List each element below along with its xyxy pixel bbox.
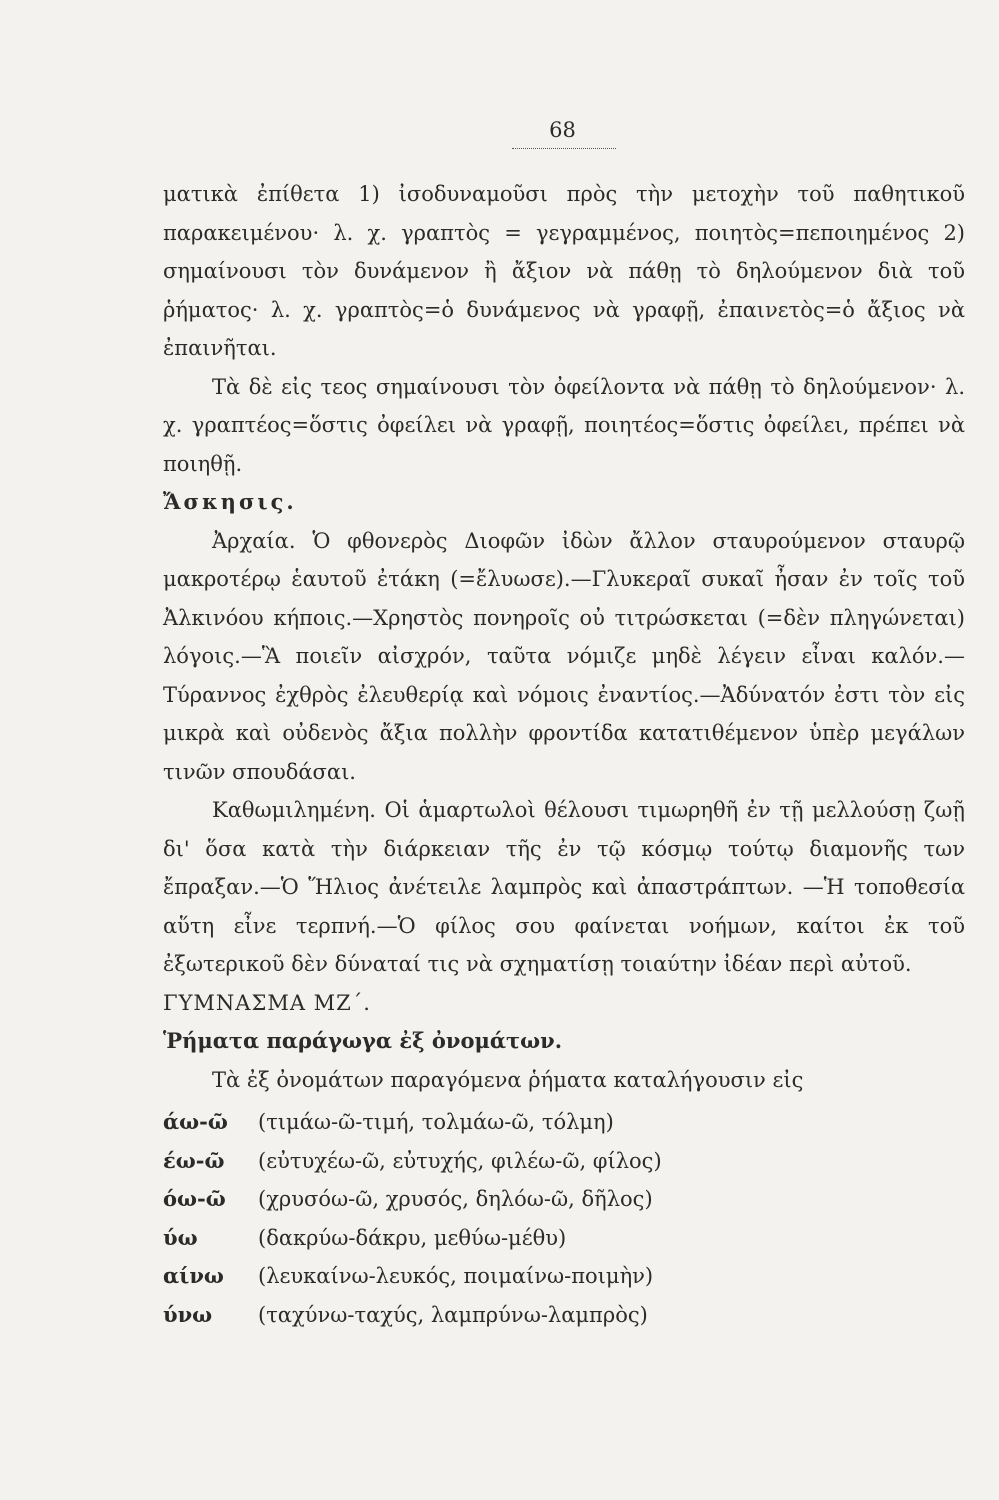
ending-suffix: αίνω bbox=[163, 1263, 224, 1288]
list-item bbox=[163, 1219, 965, 1258]
paragraph-derived-verbs: Τὰ ἐξ ὀνομάτων παραγόμενα ῥήματα καταλήγουσιν εἰς bbox=[212, 1067, 804, 1092]
ending-suffix: άω-ῶ bbox=[163, 1109, 228, 1134]
page-body bbox=[163, 175, 965, 1334]
paragraph-teos-suffix: Τὰ δὲ εἰς τεος σημαίνουσι τὸν ὀφείλοντα νὰ πάθῃ τὸ δηλούμενον· λ. χ. γραπτέος=ὅστις ὀφείλει νὰ γραφῇ, ποιητέος=ὅστις ὀφείλει, πρέπει νὰ ποιηθῇ. bbox=[163, 374, 965, 476]
list-item bbox=[163, 1142, 965, 1181]
list-item bbox=[163, 1103, 965, 1142]
paragraph-modern-exercise: Καθωμιλημένη. Οἱ ἁμαρτωλοὶ θέλουσι τιμωρηθῆ ἐν τῇ μελλούσῃ ζωῇ δι' ὅσα κατὰ τὴν διάρκειαν τῆς ἐν τῷ κόσμῳ τούτῳ διαμονῆς των ἔπραξαν.—Ὁ Ἥλιος ἀνέτειλε λαμπρὸς καὶ ἀπαστράπτων. —Ἡ τοποθεσία αὕτη εἶνε τερπνή.—Ὁ φίλος σου φαίνεται νοήμων, καίτοι ἐκ τοῦ ἐξωτερικοῦ δὲν δύναταί τις νὰ σχηματίσῃ τοιαύτην ἰδέαν περὶ αὐτοῦ. bbox=[163, 798, 965, 976]
paragraph-ancient-exercise: Ἀρχαία. Ὁ φθονερὸς Διοφῶν ἰδὼν ἄλλον σταυρούμενον σταυρῷ μακροτέρῳ ἑαυτοῦ ἐτάκη (=ἔλυωσε).—Γλυκεραῖ συκαῖ ἦσαν ἐν τοῖς τοῦ Ἀλκινόου κήποις.—Χρηστὸς πονηροῖς οὐ τιτρώσκεται (=δὲν πληγώνεται) λόγοις.—Ἃ ποιεῖν αἰσχρόν, ταῦτα νόμιζε μηδὲ λέγειν εἶναι καλόν.—Τύραννος ἐχθρὸς ἐλευθερίᾳ καὶ νόμοις ἐναντίος.—Ἀδύνατόν ἐστι τὸν εἰς μικρὰ καὶ οὐδενὸς ἄξια πολλὴν φροντίδα κατατιθέμενον ὑπὲρ μεγάλων τινῶν σπουδάσαι. bbox=[163, 528, 965, 784]
ending-examples: (χρυσόω-ῶ, χρυσός, δηλόω-ῶ, δῆλος) bbox=[258, 1187, 653, 1211]
ending-examples: (εὐτυχέω-ῶ, εὐτυχής, φιλέω-ῶ, φίλος) bbox=[258, 1148, 662, 1173]
ending-examples: (τιμάω-ῶ-τιμή, τολμάω-ῶ, τόλμη) bbox=[258, 1110, 614, 1134]
ending-examples: (δακρύω-δάκρυ, μεθύω-μέθυ) bbox=[258, 1225, 567, 1250]
list-item bbox=[163, 1296, 965, 1335]
list-item bbox=[163, 1180, 965, 1219]
page-number-rule bbox=[512, 148, 616, 149]
ending-examples: (λευκαίνω-λευκός, ποιμαίνω-ποιμὴν) bbox=[258, 1264, 654, 1288]
ending-examples: (ταχύνω-ταχύς, λαμπρύνω-λαμπρὸς) bbox=[258, 1302, 648, 1327]
ending-suffix: όω-ῶ bbox=[163, 1186, 226, 1211]
endings-list bbox=[163, 1103, 965, 1334]
ending-suffix: ύω bbox=[163, 1224, 198, 1250]
exercise-heading: Ἄσκησις. bbox=[163, 489, 297, 514]
gymnasma-title: ΓΥΜΝΑΣΜΑ ΜΖ΄. bbox=[163, 990, 371, 1015]
page-number: 68 bbox=[549, 118, 576, 142]
section-subtitle: Ῥήματα παράγωγα ἐξ ὀνομάτων. bbox=[163, 1028, 562, 1053]
ending-suffix: έω-ῶ bbox=[163, 1147, 225, 1173]
list-item bbox=[163, 1257, 965, 1296]
paragraph-adjectives-meaning: ματικὰ ἐπίθετα 1) ἰσοδυναμοῦσι πρὸς τὴν μετοχὴν τοῦ παθητικοῦ παρακειμένου· λ. χ. γραπτὸς = γεγραμμένος, ποιητὸς=πεποιημένος 2) σημαίνουσι τὸν δυνάμενον ἢ ἄξιον νὰ πάθῃ τὸ δηλούμενον διὰ τοῦ ῥήματος· λ. χ. γραπτὸς=ὁ δυνάμενος νὰ γραφῇ, ἐπαινετὸς=ὁ ἄξιος νὰ ἐπαινῆται. bbox=[163, 182, 965, 360]
ending-suffix: ύνω bbox=[163, 1301, 213, 1327]
